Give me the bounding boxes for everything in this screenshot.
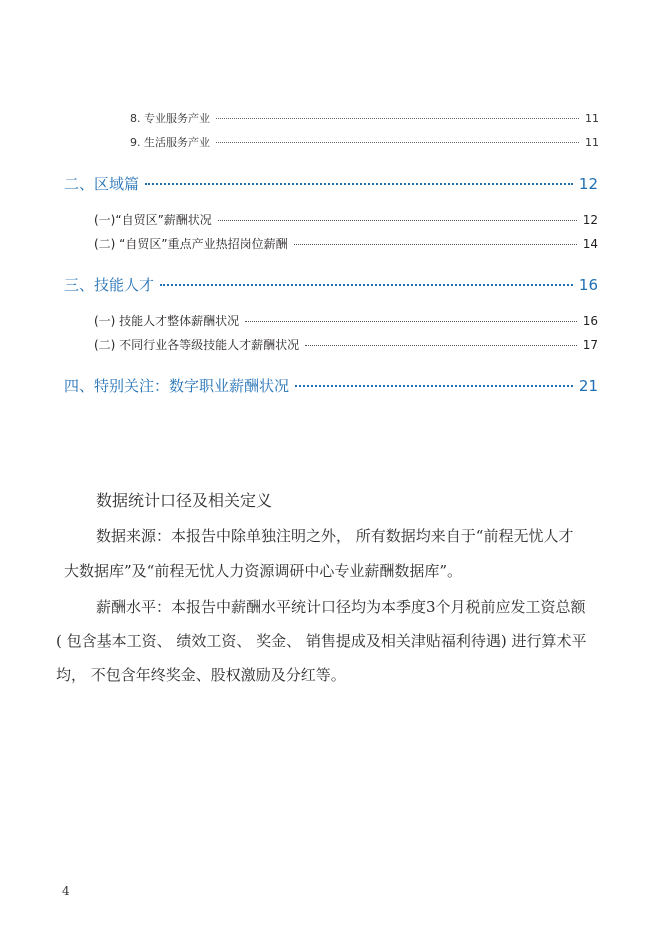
toc-leader-dots xyxy=(218,220,577,221)
toc-item-professional-services[interactable] xyxy=(130,110,599,126)
toc-leader-dots xyxy=(295,385,573,387)
toc-item-label: 8. 专业服务产业 xyxy=(130,112,210,125)
toc-item-ftz-salary[interactable] xyxy=(94,211,598,228)
toc-chapter-label: 四、特别关注：数字职业薪酬状况 xyxy=(64,377,290,395)
toc-item-label: (二) 不同行业各等级技能人才薪酬状况 xyxy=(94,338,300,352)
toc-item-page: 12 xyxy=(582,213,598,227)
definitions-paragraph-line: 大数据库”及“前程无忧人力资源调研中心专业薪酬数据库”。 xyxy=(64,562,463,580)
toc-item-page: 16 xyxy=(582,314,598,328)
toc-leader-dots xyxy=(216,118,579,119)
toc-leader-dots xyxy=(216,142,579,143)
toc-chapter-label: 三、技能人才 xyxy=(64,276,155,294)
definitions-paragraph-line: 均， 不包含年终奖金、股权激励及分红等。 xyxy=(56,666,346,684)
toc-item-label: (二) “自贸区”重点产业热招岗位薪酬 xyxy=(94,237,288,251)
toc-item-life-services[interactable] xyxy=(130,134,599,150)
toc-item-page: 11 xyxy=(585,136,599,149)
toc-leader-dots xyxy=(245,321,577,322)
toc-chapter-label: 二、区域篇 xyxy=(64,175,140,193)
definitions-paragraph-line: 数据来源：本报告中除单独注明之外， 所有数据均来自于“前程无忧人才 xyxy=(96,527,574,545)
page-number: 4 xyxy=(62,884,70,898)
toc-item-page: 14 xyxy=(582,237,598,251)
toc-item-label: (一)“自贸区”薪酬状况 xyxy=(94,213,212,227)
definitions-heading: 数据统计口径及相关定义 xyxy=(96,491,273,510)
toc-leader-dots xyxy=(294,244,577,245)
toc-chapter-page: 21 xyxy=(578,377,598,395)
definitions-paragraph-line: ( 包含基本工资、 绩效工资、 奖金、 销售提成及相关津贴福利待遇) 进行算术平 xyxy=(56,632,587,650)
toc-chapter-region[interactable] xyxy=(64,173,598,194)
toc-item-page: 11 xyxy=(585,112,599,125)
toc-item-skilled-by-industry[interactable] xyxy=(94,336,598,353)
definitions-paragraph-line: 薪酬水平：本报告中薪酬水平统计口径均为本季度3个月税前应发工资总额 xyxy=(96,598,586,616)
toc-leader-dots xyxy=(145,183,573,185)
toc-item-skilled-overall[interactable] xyxy=(94,312,598,329)
toc-chapter-digital-occupations[interactable] xyxy=(64,375,598,396)
toc-chapter-page: 16 xyxy=(578,276,598,294)
toc-item-page: 17 xyxy=(582,338,598,352)
toc-leader-dots xyxy=(305,345,577,346)
toc-leader-dots xyxy=(160,284,573,286)
toc-item-label: 9. 生活服务产业 xyxy=(130,136,210,149)
toc-chapter-page: 12 xyxy=(578,175,598,193)
toc-chapter-skilled-talent[interactable] xyxy=(64,274,598,295)
toc-item-label: (一) 技能人才整体薪酬状况 xyxy=(94,314,240,328)
toc-item-ftz-hot-positions[interactable] xyxy=(94,235,598,252)
